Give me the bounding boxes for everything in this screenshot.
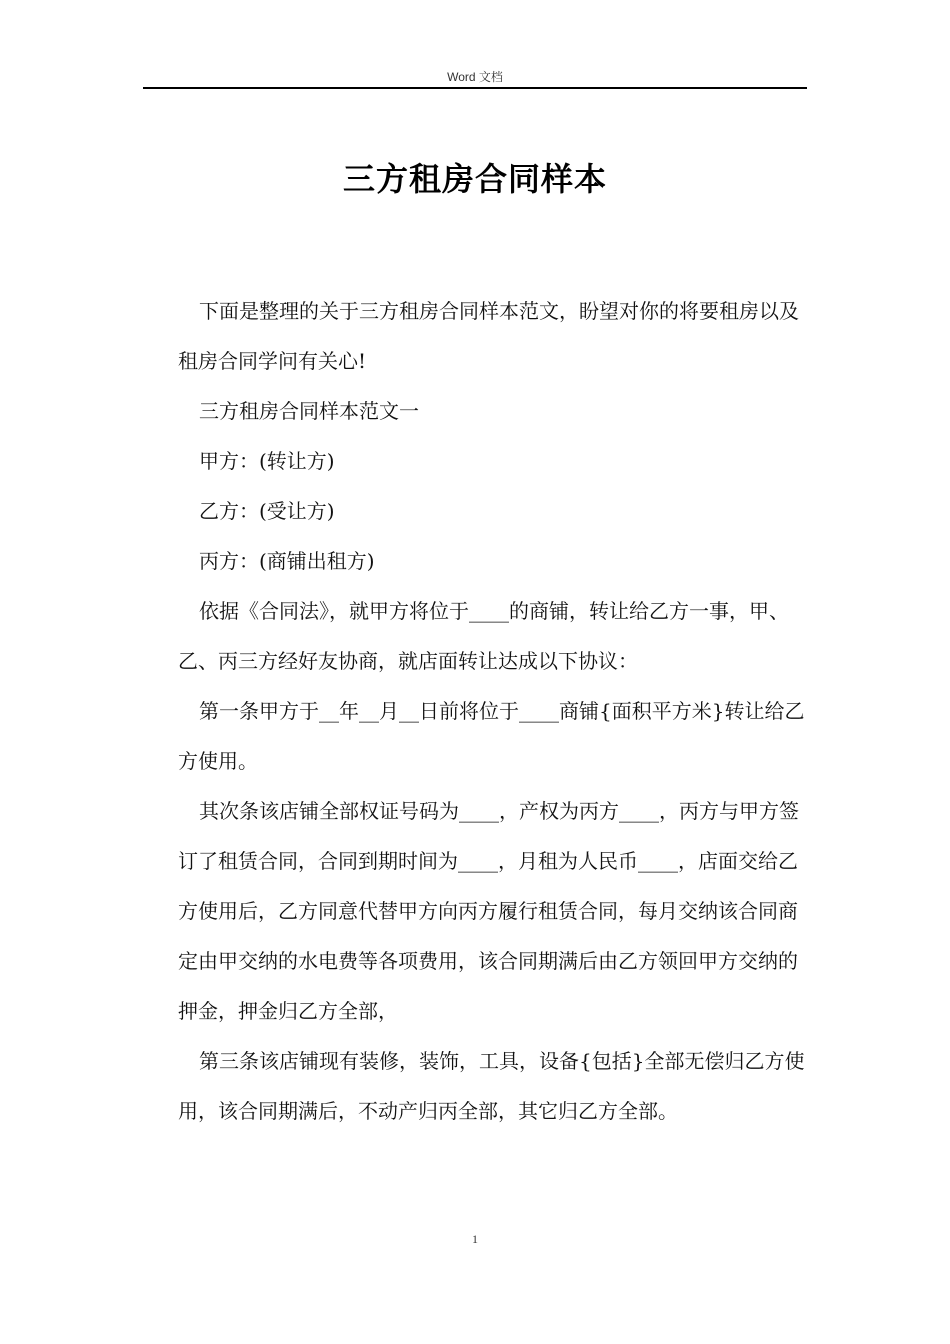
paragraph-preamble: 依据《合同法》，就甲方将位于____的商铺，转让给乙方一事，甲、乙、丙三方经好友协商，就店面转让达成以下协议： xyxy=(178,599,789,673)
paragraph-party-c: 丙方：(商铺出租方) xyxy=(199,549,375,573)
header-divider xyxy=(143,87,807,89)
paragraph-party-a: 甲方：(转让方) xyxy=(199,449,335,473)
document-title: 三方租房合同样本 xyxy=(342,160,607,198)
page-number: 1 xyxy=(472,1232,478,1246)
paragraph-party-b: 乙方：(受让方) xyxy=(199,499,335,523)
paragraph-article-1: 第一条甲方于__年__月__日前将位于____商铺{面积平方米}转让给乙方使用。 xyxy=(178,699,805,773)
paragraph-article-3: 第三条该店铺现有装修，装饰，工具，设备{包括}全部无偿归乙方使用，该合同期满后，不动产归丙全部，其它归乙方全部。 xyxy=(178,1049,805,1123)
document-body xyxy=(178,286,806,1136)
page-header-label: Word 文档 xyxy=(447,70,503,84)
paragraph-intro: 下面是整理的关于三方租房合同样本范文，盼望对你的将要租房以及租房合同学问有关心! xyxy=(178,299,799,373)
paragraph-sample-heading: 三方租房合同样本范文一 xyxy=(199,399,419,423)
paragraph-article-2: 其次条该店铺全部权证号码为____，产权为丙方____，丙方与甲方签订了租赁合同，合同到期时间为____，月租为人民币____，店面交给乙方使用后，乙方同意代替甲方向丙方履行租赁合同，每月交纳该合同商定由甲交纳的水电费等各项费用，该合同期满后由乙方领回甲方交纳的押金，押金归乙方全部， xyxy=(178,799,799,1023)
